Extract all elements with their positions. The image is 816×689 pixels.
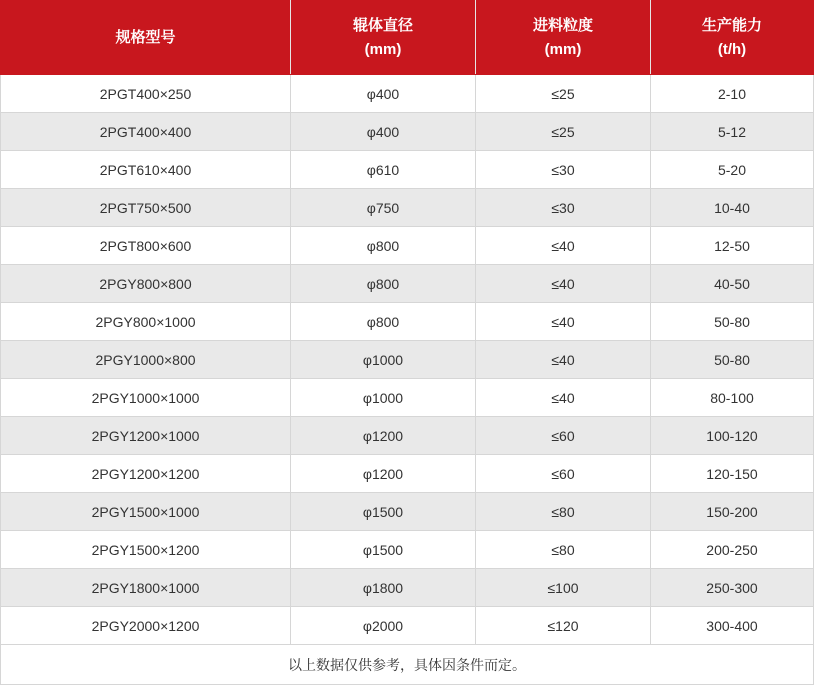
column-header-roller-diameter-title: 辊体直径 xyxy=(352,17,413,35)
cell-diameter: φ1500 xyxy=(291,493,476,531)
cell-model: 2PGY1800×1000 xyxy=(1,569,291,607)
cell-model: 2PGT400×400 xyxy=(1,113,291,151)
cell-feed: ≤40 xyxy=(476,303,651,341)
cell-diameter: φ750 xyxy=(291,189,476,227)
cell-model: 2PGY1000×800 xyxy=(1,341,291,379)
cell-capacity: 50-80 xyxy=(651,303,814,341)
cell-diameter: φ1000 xyxy=(291,341,476,379)
table-row xyxy=(1,227,814,265)
cell-model: 2PGY2000×1200 xyxy=(1,607,291,645)
table-row xyxy=(1,607,814,645)
cell-diameter: φ1200 xyxy=(291,455,476,493)
cell-capacity: 12-50 xyxy=(651,227,814,265)
cell-capacity: 5-12 xyxy=(651,113,814,151)
cell-feed: ≤80 xyxy=(476,531,651,569)
column-header-roller-diameter xyxy=(291,1,476,75)
table-header-row xyxy=(1,1,814,75)
cell-diameter: φ1200 xyxy=(291,417,476,455)
cell-model: 2PGY800×1000 xyxy=(1,303,291,341)
cell-feed: ≤40 xyxy=(476,265,651,303)
table-row xyxy=(1,303,814,341)
table-footnote: 以上数据仅供参考，具体因条件而定。 xyxy=(1,645,814,685)
column-header-model xyxy=(1,1,291,75)
cell-feed: ≤40 xyxy=(476,341,651,379)
table-row xyxy=(1,113,814,151)
cell-model: 2PGT750×500 xyxy=(1,189,291,227)
table-row xyxy=(1,189,814,227)
cell-diameter: φ800 xyxy=(291,227,476,265)
column-header-roller-diameter-unit: (mm) xyxy=(364,40,402,58)
cell-model: 2PGY1200×1000 xyxy=(1,417,291,455)
cell-feed: ≤40 xyxy=(476,379,651,417)
table-header xyxy=(1,1,814,75)
column-header-feed-size-title: 进料粒度 xyxy=(532,17,593,35)
cell-model: 2PGT400×250 xyxy=(1,75,291,113)
cell-capacity: 120-150 xyxy=(651,455,814,493)
table-row xyxy=(1,531,814,569)
cell-model: 2PGY1000×1000 xyxy=(1,379,291,417)
cell-capacity: 100-120 xyxy=(651,417,814,455)
cell-feed: ≤120 xyxy=(476,607,651,645)
cell-model: 2PGT800×600 xyxy=(1,227,291,265)
table-row xyxy=(1,417,814,455)
cell-feed: ≤40 xyxy=(476,227,651,265)
cell-capacity: 2-10 xyxy=(651,75,814,113)
cell-diameter: φ400 xyxy=(291,113,476,151)
table-row xyxy=(1,75,814,113)
cell-capacity: 200-250 xyxy=(651,531,814,569)
table-body xyxy=(1,75,814,685)
table-footnote-row xyxy=(1,645,814,685)
cell-feed: ≤30 xyxy=(476,151,651,189)
table-row xyxy=(1,341,814,379)
cell-capacity: 40-50 xyxy=(651,265,814,303)
table-row xyxy=(1,379,814,417)
column-header-capacity-title: 生产能力 xyxy=(701,17,762,35)
column-header-capacity-unit: (t/h) xyxy=(717,40,747,58)
column-header-model-title: 规格型号 xyxy=(115,28,176,46)
cell-capacity: 250-300 xyxy=(651,569,814,607)
cell-feed: ≤60 xyxy=(476,417,651,455)
cell-capacity: 300-400 xyxy=(651,607,814,645)
cell-model: 2PGY1200×1200 xyxy=(1,455,291,493)
table-row xyxy=(1,455,814,493)
cell-feed: ≤25 xyxy=(476,113,651,151)
cell-capacity: 10-40 xyxy=(651,189,814,227)
cell-diameter: φ2000 xyxy=(291,607,476,645)
table-row xyxy=(1,569,814,607)
table-row xyxy=(1,493,814,531)
cell-diameter: φ800 xyxy=(291,303,476,341)
table-row xyxy=(1,151,814,189)
cell-feed: ≤60 xyxy=(476,455,651,493)
cell-diameter: φ1800 xyxy=(291,569,476,607)
cell-feed: ≤80 xyxy=(476,493,651,531)
cell-model: 2PGY800×800 xyxy=(1,265,291,303)
cell-capacity: 80-100 xyxy=(651,379,814,417)
cell-diameter: φ610 xyxy=(291,151,476,189)
cell-capacity: 150-200 xyxy=(651,493,814,531)
cell-model: 2PGY1500×1000 xyxy=(1,493,291,531)
column-header-feed-size xyxy=(476,1,651,75)
cell-diameter: φ1500 xyxy=(291,531,476,569)
cell-model: 2PGY1500×1200 xyxy=(1,531,291,569)
cell-feed: ≤100 xyxy=(476,569,651,607)
cell-diameter: φ800 xyxy=(291,265,476,303)
cell-feed: ≤30 xyxy=(476,189,651,227)
cell-model: 2PGT610×400 xyxy=(1,151,291,189)
cell-capacity: 50-80 xyxy=(651,341,814,379)
column-header-feed-size-unit: (mm) xyxy=(544,40,582,58)
cell-diameter: φ1000 xyxy=(291,379,476,417)
cell-diameter: φ400 xyxy=(291,75,476,113)
cell-feed: ≤25 xyxy=(476,75,651,113)
table-row xyxy=(1,265,814,303)
column-header-capacity xyxy=(651,1,814,75)
cell-capacity: 5-20 xyxy=(651,151,814,189)
